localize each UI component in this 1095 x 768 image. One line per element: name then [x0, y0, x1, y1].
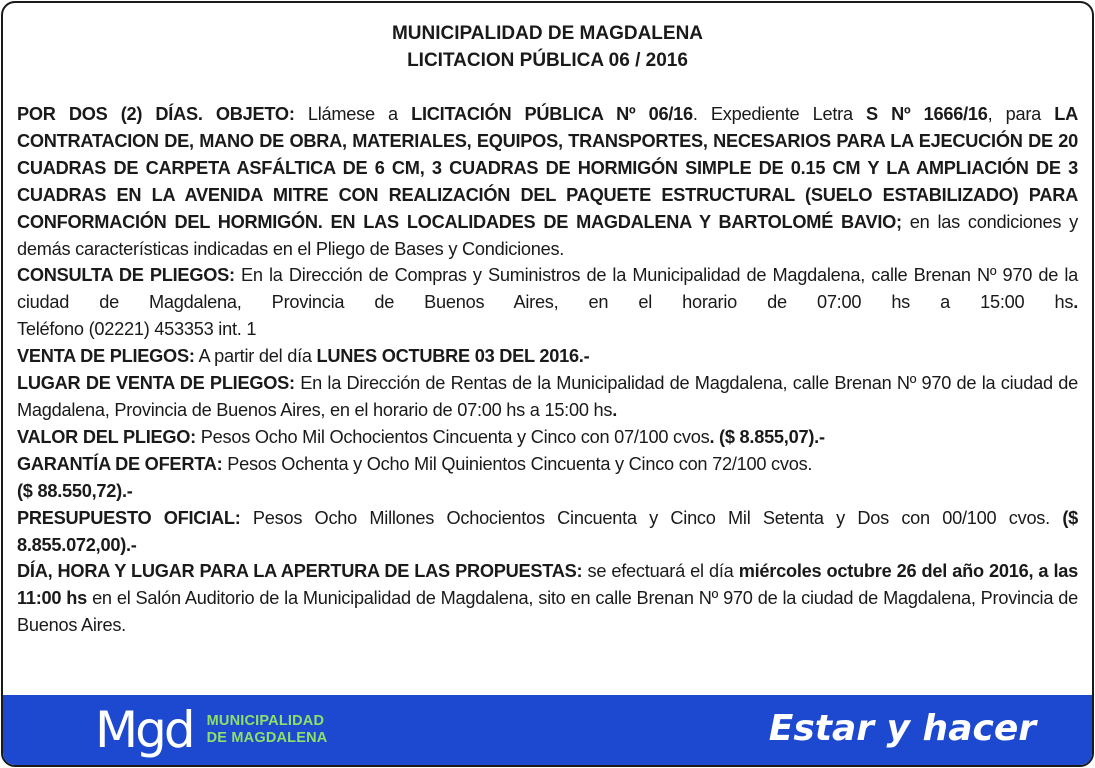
lugar-venta-text: En la Dirección de Rentas de la Municipalidad de Magdalena, calle Brenan Nº 970 de la ciudad de Magdalena, Provincia de Buenos Aires, en el horario de 07:00 hs a 15:00 hs: [17, 373, 1078, 420]
consulta-paragraph: [17, 262, 1078, 316]
presupuesto-label: PRESUPUESTO OFICIAL:: [17, 507, 241, 528]
apertura-text-2: en el Salón Auditorio de la Municipalidad de Magdalena, sito en calle Brenan Nº 970 de la ciudad de Magdalena, Provincia de Buenos Aires.: [17, 588, 1078, 636]
notice-header: [3, 20, 1092, 74]
lugar-venta-paragraph: [17, 370, 1078, 424]
objeto-descripcion: LA CONTRATACION DE, MANO DE OBRA, MATERIALES, EQUIPOS, TRANSPORTES, NECESARIOS PARA LA EJECUCIÓN DE 20 CUADRAS DE CARPETA ASFÁLTICA DE 6 CM, 3 CUADRAS DE HORMIGÓN SIMPLE DE 0.15 CM Y LA AMPLIACIÓN DE 3 CUADRAS EN LA AVENIDA MITRE CON REALIZACIÓN DEL PAQUETE ESTRUCTURAL (SUELO ESTABILIZADO) PARA CONFORMACIÓN DEL HORMIGÓN. EN LAS LOCALIDADES DE MAGDALENA Y BARTOLOMÉ BAVIO;: [17, 104, 1078, 232]
logo-mark: Mgd: [95, 701, 193, 759]
apertura-text-1: se efectuará el día: [582, 561, 739, 582]
valor-monto: . ($ 8.855,07).-: [709, 426, 825, 447]
valor-text: Pesos Ocho Mil Ochocientos Cincuenta y Cinco con 07/100 cvos: [195, 426, 710, 447]
garantia-label: GARANTÍA DE OFERTA:: [17, 453, 223, 474]
consulta-text: En la Dirección de Compras y Suministros de la Municipalidad de Magdalena, calle Brenan Nº 970 de la ciudad de Magdalena, Provincia de Buenos Aires, en el horario de 07:00 hs a 15:00 hs: [17, 265, 1078, 313]
venta-label: VENTA DE PLIEGOS:: [17, 346, 195, 367]
licitacion-number: LICITACIÓN PÚBLICA Nº 06/16: [411, 104, 693, 124]
valor-paragraph: [17, 424, 1078, 451]
garantia-text: Pesos Ochenta y Ocho Mil Quinientos Cincuenta y Cinco con 72/100 cvos.: [222, 453, 813, 474]
expediente-number: S Nº 1666/16: [866, 104, 988, 124]
page-title: MUNICIPALIDAD DE MAGDALENA: [391, 23, 704, 44]
notice-frame: [1, 1, 1094, 767]
notice-body: [17, 101, 1078, 639]
logo-line-2: DE MAGDALENA: [206, 730, 328, 746]
venta-fecha: LUNES OCTUBRE 03 DEL 2016.-: [316, 346, 590, 367]
apertura-paragraph: [17, 558, 1078, 639]
venta-text: A partir del día: [194, 346, 317, 367]
lugar-venta-dot: .: [612, 399, 618, 420]
consulta-telefono: Teléfono (02221) 453353 int. 1: [17, 319, 257, 340]
municipality-logo: [95, 702, 327, 758]
consulta-label: CONSULTA DE PLIEGOS:: [17, 265, 235, 286]
presupuesto-paragraph: [17, 505, 1078, 559]
slogan: Estar y hacer: [768, 708, 1036, 749]
objeto-paragraph: [17, 101, 1078, 262]
presupuesto-monto: ($ 8.855.072,00).-: [17, 507, 1078, 555]
logo-wordmark: [207, 713, 328, 747]
objeto-text-2: . Expediente Letra: [692, 104, 867, 124]
venta-paragraph: [17, 343, 1078, 370]
garantia-monto-line: [17, 478, 1078, 505]
presupuesto-text: Pesos Ocho Millones Ochocientos Cincuenta y Cinco Mil Setenta y Dos con 00/100 cvos.: [240, 507, 1063, 528]
lugar-venta-label: LUGAR DE VENTA DE PLIEGOS:: [17, 373, 295, 394]
objeto-label: POR DOS (2) DÍAS. OBJETO:: [17, 104, 295, 124]
logo-line-1: MUNICIPALIDAD: [206, 713, 325, 729]
garantia-paragraph: [17, 451, 1078, 478]
objeto-cierre: en las condiciones y demás características indicadas en el Pliego de Bases y Condiciones.: [17, 211, 1078, 259]
apertura-fecha: miércoles octubre 26 del año 2016, a las 11:00 hs: [17, 561, 1078, 609]
page-subtitle: LICITACION PÚBLICA 06 / 2016: [407, 50, 688, 71]
footer-bar: [3, 695, 1092, 765]
apertura-label: DÍA, HORA Y LUGAR PARA LA APERTURA DE LAS PROPUESTAS:: [17, 561, 583, 582]
garantia-monto: ($ 88.550,72).-: [17, 480, 133, 501]
consulta-dot: .: [1073, 292, 1078, 313]
objeto-text-1: Llámese a: [294, 104, 412, 124]
objeto-text-3: , para: [987, 104, 1055, 124]
valor-label: VALOR DEL PLIEGO:: [17, 426, 196, 447]
